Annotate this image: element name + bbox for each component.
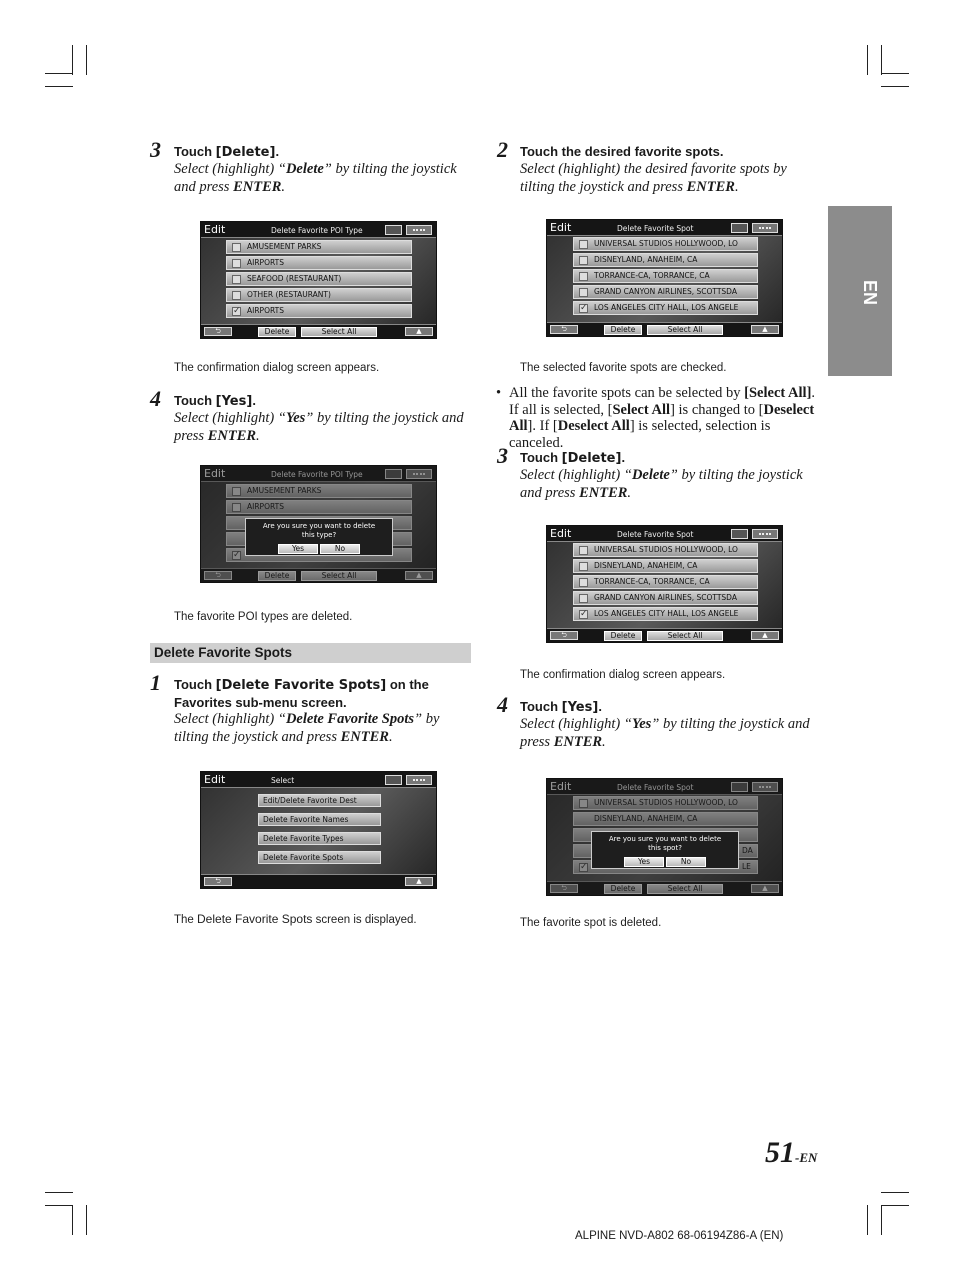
screen-title: Delete Favorite Spot xyxy=(617,530,694,539)
back-icon[interactable]: ⮌ xyxy=(204,571,232,580)
menu-item[interactable]: Delete Favorite Names xyxy=(258,813,381,826)
caption: The selected favorite spots are checked. xyxy=(520,362,727,374)
back-icon[interactable]: ⮌ xyxy=(550,325,578,334)
list-item[interactable]: OTHER (RESTAURANT) xyxy=(226,288,412,302)
back-icon[interactable]: ⮌ xyxy=(550,631,578,640)
delete-button[interactable]: Delete xyxy=(604,884,642,894)
list-item[interactable]: UNIVERSAL STUDIOS HOLLYWOOD, LO xyxy=(573,237,758,251)
screen-title: Delete Favorite Spot xyxy=(617,224,694,233)
back-icon[interactable]: ⮌ xyxy=(204,327,232,336)
list-item: DA xyxy=(573,844,758,858)
crop-mark xyxy=(881,73,909,74)
crop-mark xyxy=(86,1205,87,1235)
select-all-button[interactable]: Select All xyxy=(647,884,723,894)
screen-edit-label: Edit xyxy=(204,773,226,786)
step-instructions: Select (highlight) “Delete Favorite Spots” by tilting the joystick and press ENTER. xyxy=(174,711,440,745)
delete-button[interactable]: Delete xyxy=(604,325,642,335)
keypad-icon[interactable] xyxy=(406,225,432,235)
step-heading: Touch [Delete]. xyxy=(174,144,280,160)
step-number: 3 xyxy=(497,443,508,468)
list-item[interactable]: DISNEYLAND, ANAHEIM, CA xyxy=(573,253,758,267)
scroll-up-icon[interactable]: ▲ xyxy=(751,325,779,334)
list-item[interactable]: ✓ LOS ANGELES CITY HALL, LOS ANGELE xyxy=(573,607,758,621)
confirm-dialog: Are you sure you want to delete this spot? Yes No xyxy=(591,831,739,869)
crop-mark xyxy=(881,1205,909,1206)
list-item[interactable]: UNIVERSAL STUDIOS HOLLYWOOD, LO xyxy=(573,543,758,557)
crop-mark xyxy=(45,86,73,87)
crop-mark xyxy=(45,1205,73,1206)
list-item[interactable]: AMUSEMENT PARKS xyxy=(226,240,412,254)
yes-button[interactable]: Yes xyxy=(624,857,664,867)
crop-mark xyxy=(881,1205,882,1235)
select-all-button[interactable]: Select All xyxy=(301,571,377,581)
map-icon[interactable] xyxy=(385,225,402,235)
device-screen xyxy=(200,465,437,583)
list-item[interactable]: AIRPORTS xyxy=(226,256,412,270)
screen-edit-label: Edit xyxy=(204,467,226,480)
delete-button[interactable]: Delete xyxy=(604,631,642,641)
step-number: 3 xyxy=(150,137,161,162)
crop-mark xyxy=(881,1192,909,1193)
crop-mark xyxy=(86,45,87,75)
list-item[interactable]: TORRANCE-CA, TORRANCE, CA xyxy=(573,575,758,589)
list-item[interactable]: ✓ LOS ANGELES CITY HALL, LOS ANGELE xyxy=(573,301,758,315)
step-number: 4 xyxy=(150,386,161,411)
list-item[interactable]: GRAND CANYON AIRLINES, SCOTTSDA xyxy=(573,285,758,299)
device-screen xyxy=(546,778,783,896)
step-instructions: Select (highlight) “Delete” by tilting the joystick and press ENTER. xyxy=(520,467,803,501)
language-tab-label: EN xyxy=(860,280,880,306)
caption: The confirmation dialog screen appears. xyxy=(520,669,726,681)
delete-button[interactable]: Delete xyxy=(258,571,296,581)
keypad-icon[interactable] xyxy=(752,223,778,233)
step-instructions: Select (highlight) “Yes” by tilting the joystick and press ENTER. xyxy=(520,716,810,750)
scroll-up-icon[interactable]: ▲ xyxy=(405,877,433,886)
step-number: 4 xyxy=(497,692,508,717)
scroll-up-icon[interactable]: ▲ xyxy=(751,884,779,893)
bullet-note: • All the favorite spots can be selected by [Select All]. If all is selected, [Select All] is changed to [Deselect All]. If [Deselect All] is selected, selection is canceled. xyxy=(496,385,816,451)
caption: The favorite spot is deleted. xyxy=(520,917,662,929)
screen-title: Select xyxy=(271,776,295,785)
menu-item[interactable]: Edit/Delete Favorite Dest xyxy=(258,794,381,807)
device-screen xyxy=(546,525,783,643)
back-icon[interactable]: ⮌ xyxy=(204,877,232,886)
crop-mark xyxy=(867,1205,868,1235)
scroll-up-icon[interactable]: ▲ xyxy=(405,327,433,336)
section-heading: Delete Favorite Spots xyxy=(150,643,471,663)
crop-mark xyxy=(45,73,73,74)
confirm-dialog: Are you sure you want to delete this type? Yes No xyxy=(245,518,393,556)
list-item[interactable]: DISNEYLAND, ANAHEIM, CA xyxy=(573,559,758,573)
step-heading: Touch [Delete]. xyxy=(520,450,626,466)
crop-mark xyxy=(45,1192,73,1193)
list-item[interactable]: TORRANCE-CA, TORRANCE, CA xyxy=(573,269,758,283)
device-screen xyxy=(200,771,437,889)
list-item[interactable]: GRAND CANYON AIRLINES, SCOTTSDA xyxy=(573,591,758,605)
step-heading: Touch [Yes]. xyxy=(174,393,256,409)
scroll-up-icon[interactable]: ▲ xyxy=(405,571,433,580)
scroll-up-icon[interactable]: ▲ xyxy=(751,631,779,640)
list-item[interactable]: ✓ AIRPORTS xyxy=(226,304,412,318)
step-heading: Touch the desired favorite spots. xyxy=(520,144,724,159)
select-all-button[interactable]: Select All xyxy=(301,327,377,337)
step-instructions: Select (highlight) the desired favorite spots by tilting the joystick and press ENTER. xyxy=(520,161,787,195)
step-heading: Touch [Yes]. xyxy=(520,699,602,715)
list-item[interactable]: SEAFOOD (RESTAURANT) xyxy=(226,272,412,286)
caption: The confirmation dialog screen appears. xyxy=(174,362,380,374)
back-icon[interactable]: ⮌ xyxy=(550,884,578,893)
yes-button[interactable]: Yes xyxy=(278,544,318,554)
step-instructions: Select (highlight) “Yes” by tilting the joystick and press ENTER. xyxy=(174,410,464,444)
screen-edit-label: Edit xyxy=(550,221,572,234)
list-item[interactable]: AMUSEMENT PARKS xyxy=(226,484,412,498)
keypad-icon[interactable] xyxy=(752,529,778,539)
screen-edit-label: Edit xyxy=(550,780,572,793)
page-number: 51-EN xyxy=(765,1136,818,1169)
crop-mark xyxy=(881,45,882,75)
crop-mark xyxy=(867,45,868,75)
caption: The Delete Favorite Spots screen is displayed. xyxy=(174,912,417,926)
list-item[interactable]: DISNEYLAND, ANAHEIM, CA xyxy=(573,812,758,826)
step-number: 2 xyxy=(497,137,508,162)
crop-mark xyxy=(881,86,909,87)
crop-mark xyxy=(72,45,73,75)
screen-title: Delete Favorite Spot xyxy=(617,783,694,792)
step-instructions: Select (highlight) “Delete” by tilting the joystick and press ENTER. xyxy=(174,161,457,195)
device-screen xyxy=(546,219,783,337)
list-item[interactable]: AIRPORTS xyxy=(226,500,412,514)
map-icon[interactable] xyxy=(385,775,402,785)
screen-title: Delete Favorite POI Type xyxy=(271,226,363,235)
crop-mark xyxy=(72,1205,73,1235)
select-all-button[interactable]: Select All xyxy=(647,631,723,641)
no-button[interactable]: No xyxy=(320,544,360,554)
keypad-icon[interactable] xyxy=(406,775,432,785)
no-button[interactable]: No xyxy=(666,857,706,867)
list-item[interactable]: UNIVERSAL STUDIOS HOLLYWOOD, LO xyxy=(573,796,758,810)
delete-button[interactable]: Delete xyxy=(258,327,296,337)
step-number: 1 xyxy=(150,670,161,695)
map-icon[interactable] xyxy=(731,223,748,233)
screen-edit-label: Edit xyxy=(204,223,226,236)
language-tab xyxy=(828,206,892,376)
step-heading: Touch [Delete Favorite Spots] on the Favorites sub-menu screen. xyxy=(174,677,429,710)
menu-item[interactable]: Delete Favorite Types xyxy=(258,832,381,845)
select-all-button[interactable]: Select All xyxy=(647,325,723,335)
caption: The favorite POI types are deleted. xyxy=(174,611,353,623)
screen-title: Delete Favorite POI Type xyxy=(271,470,363,479)
map-icon[interactable] xyxy=(731,529,748,539)
footer-text: ALPINE NVD-A802 68-06194Z86-A (EN) xyxy=(575,1230,784,1242)
list-item: ✓ LE xyxy=(573,860,758,874)
menu-item[interactable]: Delete Favorite Spots xyxy=(258,851,381,864)
screen-edit-label: Edit xyxy=(550,527,572,540)
device-screen xyxy=(200,221,437,339)
